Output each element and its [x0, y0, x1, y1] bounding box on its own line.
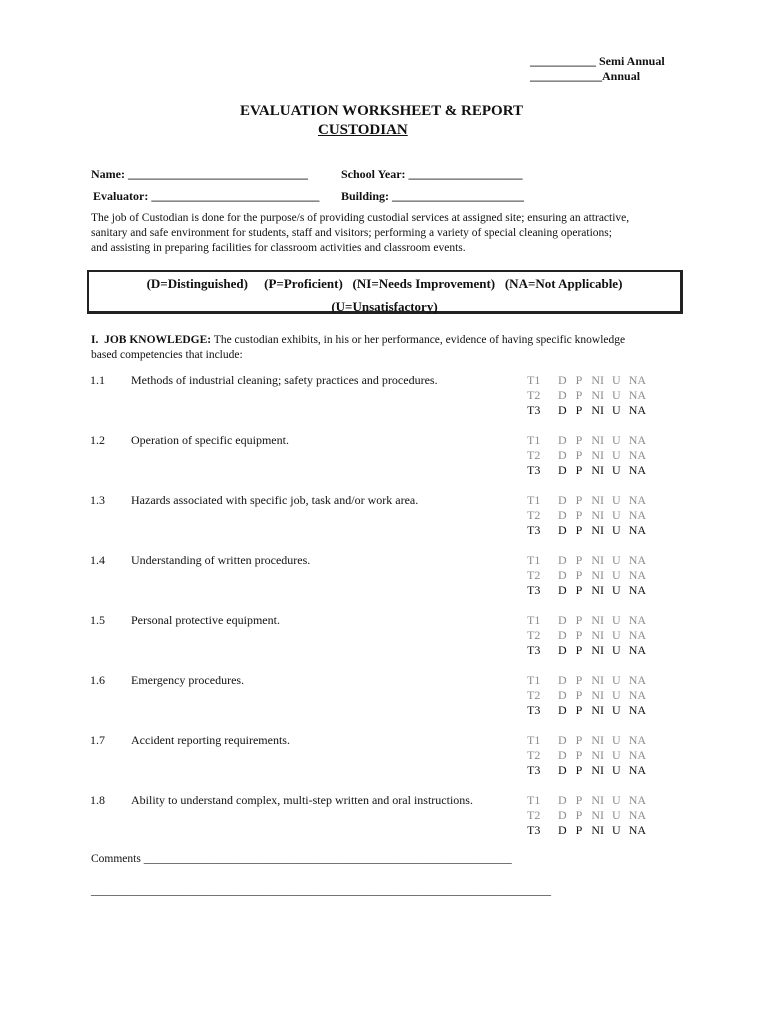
rating-option-p[interactable]: P [575, 388, 583, 402]
legend-line-2: (U=Unsatisfactory) [331, 299, 438, 314]
term-label: T3 [527, 583, 541, 597]
rating-row-t2 [527, 388, 646, 403]
term-label: T1 [527, 553, 541, 567]
rating-option-p[interactable]: P [575, 823, 583, 837]
rating-row-t3 [527, 523, 646, 538]
criterion-item [90, 793, 670, 841]
rating-option-na[interactable]: NA [628, 403, 647, 417]
rating-legend-box [87, 270, 683, 314]
term-label: T2 [527, 688, 541, 702]
rating-row-t3 [527, 823, 646, 838]
rating-option-d[interactable]: D [558, 508, 567, 522]
legend-line-1: (D=Distinguished) (P=Proficient) (NI=Needs Improvement) (NA=Not Applicable) [146, 276, 623, 291]
rating-option-p[interactable]: P [575, 373, 583, 387]
rating-option-ni[interactable]: NI [591, 388, 605, 402]
rating-option-p[interactable]: P [575, 523, 583, 537]
rating-option-ni[interactable]: NI [591, 523, 605, 537]
rating-option-u[interactable]: U [612, 433, 621, 447]
comments-line[interactable]: Comments ________________________________________________________________ [91, 853, 512, 865]
rating-option-p[interactable]: P [575, 673, 583, 687]
criterion-description: Accident reporting requirements. [131, 733, 290, 747]
rating-option-u[interactable]: U [612, 733, 621, 747]
rating-option-u[interactable]: U [612, 553, 621, 567]
rating-option-p[interactable]: P [575, 508, 583, 522]
name-field[interactable]: Name: ______________________________ [91, 167, 308, 181]
rating-option-ni[interactable]: NI [591, 553, 605, 567]
rating-option-na[interactable]: NA [628, 493, 647, 507]
rating-row-t1 [527, 493, 646, 508]
rating-option-u[interactable]: U [612, 628, 621, 642]
rating-option-na[interactable]: NA [628, 748, 647, 762]
rating-option-na[interactable]: NA [628, 613, 647, 627]
rating-option-na[interactable]: NA [628, 583, 647, 597]
rating-option-p[interactable]: P [575, 463, 583, 477]
rating-option-p[interactable]: P [575, 763, 583, 777]
rating-option-d[interactable]: D [558, 733, 567, 747]
term-label: T2 [527, 508, 541, 522]
rating-option-ni[interactable]: NI [591, 583, 605, 597]
rating-option-p[interactable]: P [575, 583, 583, 597]
rating-option-d[interactable]: D [558, 433, 567, 447]
rating-option-na[interactable]: NA [628, 673, 647, 687]
criterion-number: 1.4 [90, 553, 105, 567]
rating-option-ni[interactable]: NI [591, 613, 605, 627]
rating-option-d[interactable]: D [558, 448, 567, 462]
criterion-description: Understanding of written procedures. [131, 553, 311, 567]
criterion-number: 1.6 [90, 673, 105, 687]
rating-option-na[interactable]: NA [628, 628, 647, 642]
term-label: T2 [527, 808, 541, 822]
rating-option-d[interactable]: D [558, 388, 567, 402]
rating-option-u[interactable]: U [612, 793, 621, 807]
rating-row-t2 [527, 508, 646, 523]
rating-option-d[interactable]: D [558, 823, 567, 837]
rating-option-u[interactable]: U [612, 523, 621, 537]
rating-row-t2 [527, 808, 646, 823]
rating-option-ni[interactable]: NI [591, 733, 605, 747]
rating-option-na[interactable]: NA [628, 463, 647, 477]
rating-row-t3 [527, 583, 646, 598]
criterion-description: Personal protective equipment. [131, 613, 280, 627]
term-label: T2 [527, 628, 541, 642]
rating-option-ni[interactable]: NI [591, 433, 605, 447]
rating-option-p[interactable]: P [575, 748, 583, 762]
school-year-field[interactable]: School Year: ___________________ [341, 167, 523, 181]
term-label: T1 [527, 733, 541, 747]
section-intro-line-1 [91, 333, 625, 348]
term-label: T1 [527, 493, 541, 507]
rating-option-na[interactable]: NA [628, 373, 647, 387]
rating-option-na[interactable]: NA [628, 433, 647, 447]
rating-row-t2 [527, 748, 646, 763]
term-label: T3 [527, 463, 541, 477]
criterion-item [90, 433, 670, 481]
rating-option-u[interactable]: U [612, 508, 621, 522]
page-subtitle: CUSTODIAN [318, 122, 408, 138]
annual-checkbox-line[interactable]: ____________Annual [530, 69, 641, 83]
rating-option-p[interactable]: P [575, 448, 583, 462]
term-label: T2 [527, 388, 541, 402]
rating-option-na[interactable]: NA [628, 733, 647, 747]
rating-option-d[interactable]: D [558, 613, 567, 627]
criterion-item [90, 493, 670, 541]
rating-option-d[interactable]: D [558, 643, 567, 657]
rating-option-ni[interactable]: NI [591, 403, 605, 417]
rating-option-u[interactable]: U [612, 643, 621, 657]
criterion-item [90, 553, 670, 601]
criterion-ratings [527, 613, 646, 658]
rating-row-t1 [527, 373, 646, 388]
rating-option-d[interactable]: D [558, 523, 567, 537]
term-label: T3 [527, 523, 541, 537]
rating-option-p[interactable]: P [575, 433, 583, 447]
rating-option-na[interactable]: NA [628, 508, 647, 522]
rating-option-ni[interactable]: NI [591, 568, 605, 582]
rating-option-p[interactable]: P [575, 403, 583, 417]
criterion-ratings [527, 553, 646, 598]
rating-option-ni[interactable]: NI [591, 373, 605, 387]
term-label: T1 [527, 613, 541, 627]
rating-option-u[interactable]: U [612, 688, 621, 702]
rating-option-d[interactable]: D [558, 673, 567, 687]
rating-option-u[interactable]: U [612, 448, 621, 462]
term-label: T3 [527, 703, 541, 717]
rating-option-u[interactable]: U [612, 388, 621, 402]
rating-option-d[interactable]: D [558, 373, 567, 387]
rating-option-ni[interactable]: NI [591, 823, 605, 837]
criterion-ratings [527, 493, 646, 538]
term-label: T2 [527, 448, 541, 462]
term-label: T1 [527, 433, 541, 447]
term-label: T3 [527, 823, 541, 837]
rating-option-u[interactable]: U [612, 403, 621, 417]
criterion-item [90, 373, 670, 421]
rating-option-p[interactable]: P [575, 793, 583, 807]
semi-annual-checkbox-line[interactable]: ___________ Semi Annual [530, 54, 665, 68]
rating-option-u[interactable]: U [612, 808, 621, 822]
rating-option-p[interactable]: P [575, 688, 583, 702]
rating-option-ni[interactable]: NI [591, 688, 605, 702]
rating-option-u[interactable]: U [612, 568, 621, 582]
rating-option-d[interactable]: D [558, 628, 567, 642]
rating-option-na[interactable]: NA [628, 763, 647, 777]
criterion-item [90, 673, 670, 721]
criterion-item [90, 733, 670, 781]
rating-option-ni[interactable]: NI [591, 748, 605, 762]
rating-row-t1 [527, 553, 646, 568]
criterion-ratings [527, 373, 646, 418]
rating-option-u[interactable]: U [612, 703, 621, 717]
rating-option-na[interactable]: NA [628, 643, 647, 657]
rating-option-p[interactable]: P [575, 493, 583, 507]
rating-row-t3 [527, 703, 646, 718]
term-label: T1 [527, 373, 541, 387]
rating-option-na[interactable]: NA [628, 553, 647, 567]
rating-option-p[interactable]: P [575, 643, 583, 657]
rating-option-na[interactable]: NA [628, 523, 647, 537]
rating-option-d[interactable]: D [558, 568, 567, 582]
section-text-1: The custodian exhibits, in his or her performance, evidence of having specific knowledge [211, 334, 626, 346]
rating-row-t1 [527, 793, 646, 808]
rating-option-na[interactable]: NA [628, 688, 647, 702]
rating-option-d[interactable]: D [558, 403, 567, 417]
rating-option-d[interactable]: D [558, 703, 567, 717]
rating-option-ni[interactable]: NI [591, 808, 605, 822]
term-label: T1 [527, 673, 541, 687]
term-label: T2 [527, 568, 541, 582]
criterion-ratings [527, 733, 646, 778]
section-intro-line-2: based competencies that include: [91, 349, 243, 361]
term-label: T3 [527, 763, 541, 777]
rating-row-t3 [527, 763, 646, 778]
rating-option-d[interactable]: D [558, 748, 567, 762]
rating-option-u[interactable]: U [612, 673, 621, 687]
rating-row-t1 [527, 733, 646, 748]
rating-option-p[interactable]: P [575, 628, 583, 642]
rating-option-ni[interactable]: NI [591, 508, 605, 522]
rating-row-t2 [527, 688, 646, 703]
rating-option-ni[interactable]: NI [591, 673, 605, 687]
rating-option-na[interactable]: NA [628, 388, 647, 402]
rating-option-p[interactable]: P [575, 703, 583, 717]
rating-row-t2 [527, 628, 646, 643]
rating-option-d[interactable]: D [558, 808, 567, 822]
term-label: T2 [527, 748, 541, 762]
rating-row-t1 [527, 613, 646, 628]
intro-line-2: sanitary and safe environment for students, staff and visitors; performing a variety of special cleaning operations; [91, 227, 612, 239]
intro-line-1: The job of Custodian is done for the purpose/s of providing custodial services at assigned site; ensuring an attractive, [91, 212, 630, 224]
rating-option-na[interactable]: NA [628, 808, 647, 822]
rating-option-d[interactable]: D [558, 583, 567, 597]
rating-option-ni[interactable]: NI [591, 763, 605, 777]
criterion-description: Operation of specific equipment. [131, 433, 289, 447]
criterion-number: 1.7 [90, 733, 105, 747]
criterion-description: Methods of industrial cleaning; safety practices and procedures. [131, 373, 438, 387]
rating-option-p[interactable]: P [575, 733, 583, 747]
criterion-description: Emergency procedures. [131, 673, 245, 687]
rating-option-d[interactable]: D [558, 793, 567, 807]
term-label: T3 [527, 643, 541, 657]
rating-option-ni[interactable]: NI [591, 493, 605, 507]
rating-row-t3 [527, 403, 646, 418]
rating-option-u[interactable]: U [612, 493, 621, 507]
rating-option-u[interactable]: U [612, 613, 621, 627]
rating-option-ni[interactable]: NI [591, 703, 605, 717]
rating-option-na[interactable]: NA [628, 793, 647, 807]
rating-option-d[interactable]: D [558, 463, 567, 477]
rating-option-u[interactable]: U [612, 373, 621, 387]
building-field[interactable]: Building: ______________________ [341, 189, 525, 203]
rating-option-na[interactable]: NA [628, 568, 647, 582]
evaluator-field[interactable]: Evaluator: ____________________________ [93, 189, 320, 203]
rating-option-na[interactable]: NA [628, 448, 647, 462]
rating-option-ni[interactable]: NI [591, 448, 605, 462]
comments-line-2[interactable]: ________________________________________________________________________________ [91, 885, 551, 897]
criterion-number: 1.8 [90, 793, 105, 807]
rating-option-u[interactable]: U [612, 748, 621, 762]
rating-option-d[interactable]: D [558, 763, 567, 777]
criterion-description: Hazards associated with specific job, task and/or work area. [131, 493, 419, 507]
criterion-number: 1.5 [90, 613, 105, 627]
rating-option-d[interactable]: D [558, 553, 567, 567]
criterion-item [90, 613, 670, 661]
rating-row-t3 [527, 463, 646, 478]
criterion-number: 1.2 [90, 433, 105, 447]
rating-row-t1 [527, 433, 646, 448]
criterion-number: 1.3 [90, 493, 105, 507]
criterion-ratings [527, 673, 646, 718]
section-heading: I. JOB KNOWLEDGE: [91, 334, 212, 346]
rating-option-p[interactable]: P [575, 568, 583, 582]
rating-row-t2 [527, 448, 646, 463]
rating-option-u[interactable]: U [612, 823, 621, 837]
rating-option-u[interactable]: U [612, 763, 621, 777]
rating-option-ni[interactable]: NI [591, 643, 605, 657]
intro-line-3: and assisting in preparing facilities for classroom activities and classroom events. [91, 242, 466, 254]
rating-option-p[interactable]: P [575, 808, 583, 822]
rating-row-t2 [527, 568, 646, 583]
term-label: T3 [527, 403, 541, 417]
rating-option-ni[interactable]: NI [591, 463, 605, 477]
criterion-description: Ability to understand complex, multi-step written and oral instructions. [131, 793, 473, 807]
rating-option-d[interactable]: D [558, 688, 567, 702]
term-label: T1 [527, 793, 541, 807]
rating-option-p[interactable]: P [575, 613, 583, 627]
rating-option-p[interactable]: P [575, 553, 583, 567]
rating-option-ni[interactable]: NI [591, 793, 605, 807]
page-title: EVALUATION WORKSHEET & REPORT [240, 103, 524, 119]
rating-option-u[interactable]: U [612, 583, 621, 597]
rating-option-na[interactable]: NA [628, 703, 647, 717]
criterion-ratings [527, 433, 646, 478]
rating-option-ni[interactable]: NI [591, 628, 605, 642]
criterion-ratings [527, 793, 646, 838]
rating-option-u[interactable]: U [612, 463, 621, 477]
rating-option-na[interactable]: NA [628, 823, 647, 837]
criterion-number: 1.1 [90, 373, 105, 387]
rating-row-t3 [527, 643, 646, 658]
rating-row-t1 [527, 673, 646, 688]
rating-option-d[interactable]: D [558, 493, 567, 507]
